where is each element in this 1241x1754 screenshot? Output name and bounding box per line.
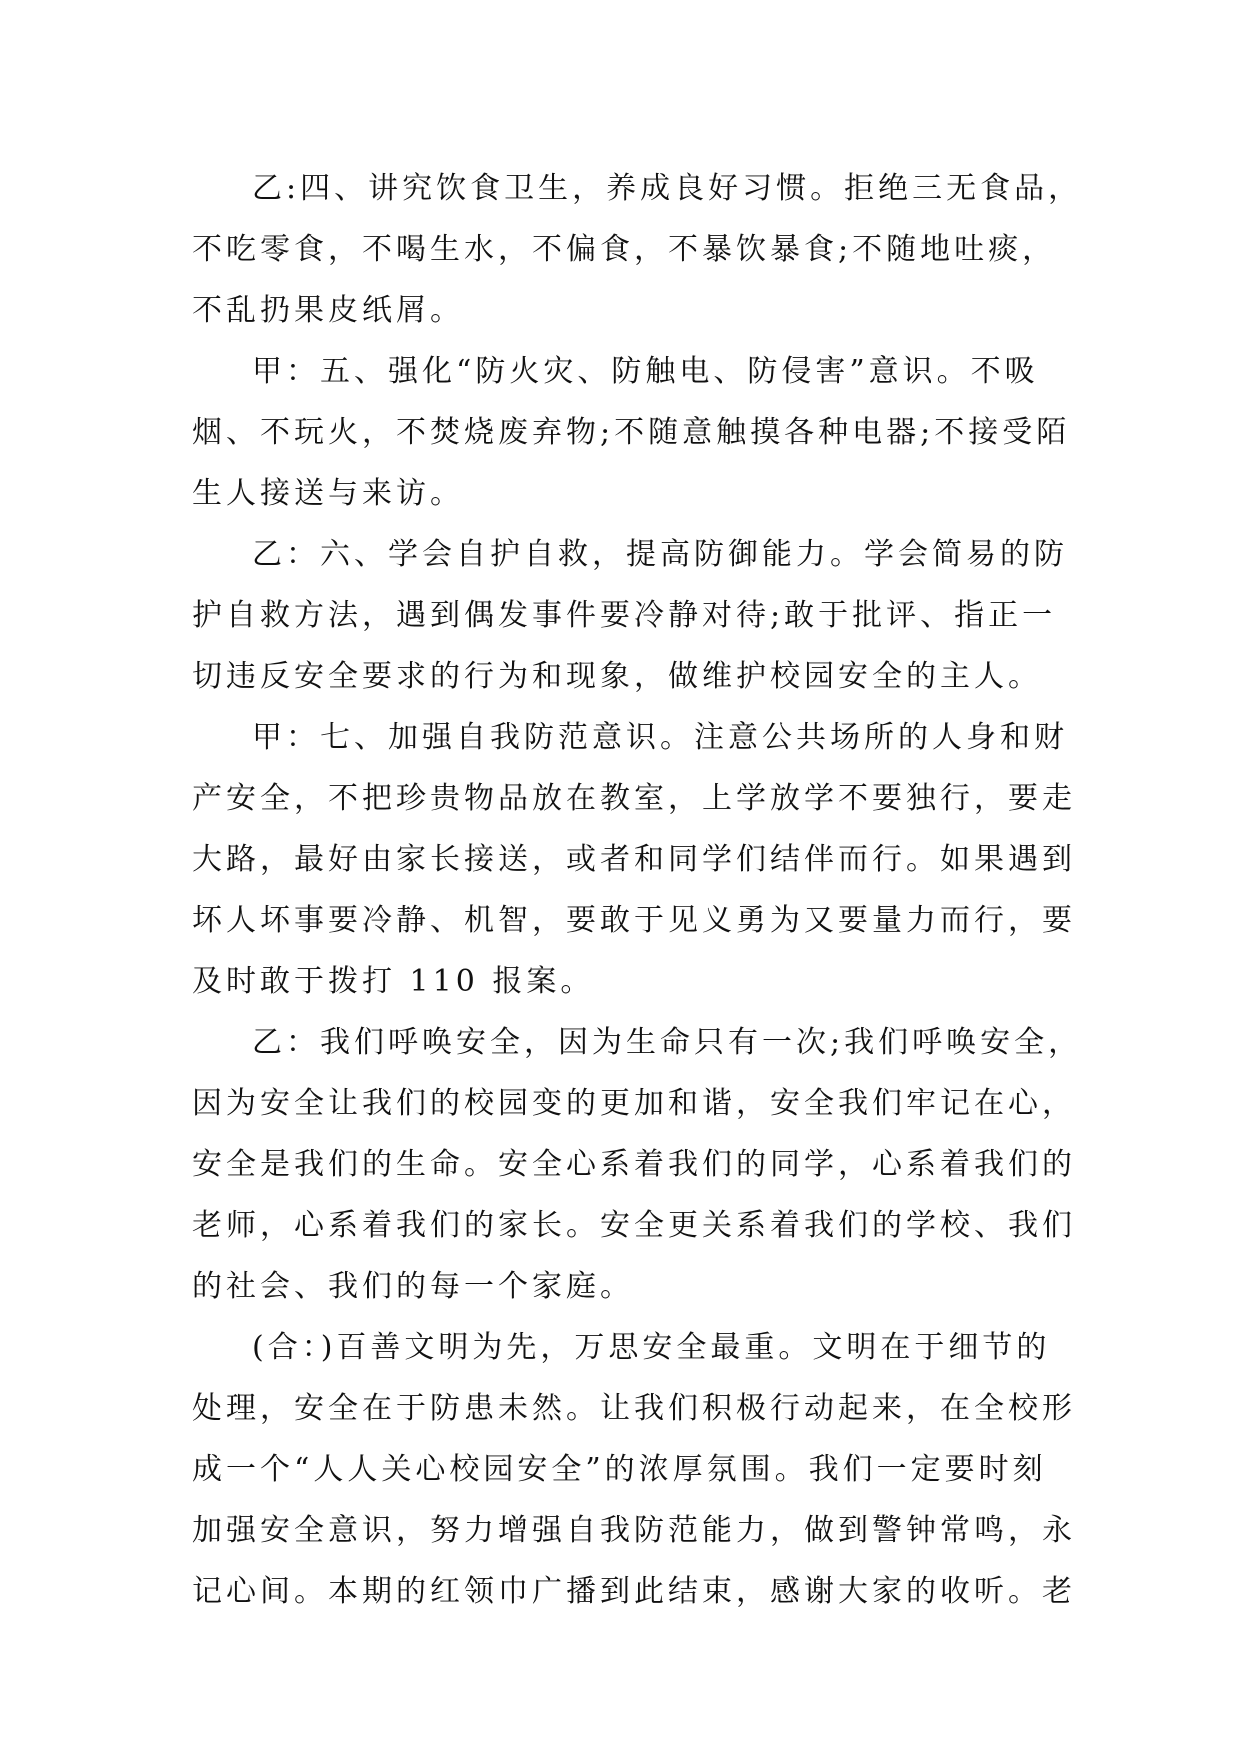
text-line: 产安全，不把珍贵物品放在教室，上学放学不要独行，要走	[192, 781, 1076, 816]
text-line: 护自救方法，遇到偶发事件要冷静对待;敢于批评、指正一	[192, 598, 1057, 633]
text-line: 烟、不玩火，不焚烧废弃物;不随意触摸各种电器;不接受陌	[192, 415, 1071, 450]
text-line: 不吃零食，不喝生水，不偏食，不暴饮暴食;不随地吐痰，	[192, 232, 1057, 267]
paragraph-call-for-safety	[192, 1012, 1090, 1317]
text-line: 甲：七、加强自我防范意识。注意公共场所的人身和财	[252, 720, 1068, 755]
text-line: 切违反安全要求的行为和现象，做维护校园安全的主人。	[192, 659, 1042, 694]
text-line: 坏人坏事要冷静、机智，要敢于见义勇为又要量力而行，要	[192, 903, 1076, 938]
text-line: 的社会、我们的每一个家庭。	[192, 1269, 634, 1304]
text-line: 乙:四、讲究饮食卫生，养成良好习惯。拒绝三无食品，	[252, 171, 1083, 206]
paragraph-hygiene	[192, 158, 1090, 341]
text-line: 乙：我们呼唤安全，因为生命只有一次;我们呼唤安全，	[252, 1025, 1083, 1060]
text-line: 大路，最好由家长接送，或者和同学们结伴而行。如果遇到	[192, 842, 1076, 877]
paragraph-closing	[192, 1317, 1090, 1622]
text-line: 安全是我们的生命。安全心系着我们的同学，心系着我们的	[192, 1147, 1076, 1182]
text-line: 及时敢于拨打 110 报案。	[192, 964, 595, 999]
document-body	[192, 158, 1090, 1622]
text-line: 因为安全让我们的校园变的更加和谐，安全我们牢记在心，	[192, 1086, 1076, 1121]
text-line: 处理，安全在于防患未然。让我们积极行动起来，在全校形	[192, 1391, 1076, 1426]
text-line: 甲：五、强化“防火灾、防触电、防侵害”意识。不吸	[252, 354, 1039, 389]
text-line: 加强安全意识，努力增强自我防范能力，做到警钟常鸣，永	[192, 1513, 1076, 1548]
text-line: 老师，心系着我们的家长。安全更关系着我们的学校、我们	[192, 1208, 1076, 1243]
text-line: 记心间。本期的红领巾广播到此结束，感谢大家的收听。老	[192, 1574, 1076, 1609]
paragraph-self-rescue	[192, 524, 1090, 707]
text-line: 成一个“人人关心校园安全”的浓厚氛围。我们一定要时刻	[192, 1452, 1047, 1487]
text-line: 不乱扔果皮纸屑。	[192, 293, 464, 328]
paragraph-fire-safety	[192, 341, 1090, 524]
text-line: 乙：六、学会自护自救，提高防御能力。学会简易的防	[252, 537, 1068, 572]
text-line: (合：)百善文明为先，万思安全最重。文明在于细节的	[252, 1330, 1051, 1365]
text-line: 生人接送与来访。	[192, 476, 464, 511]
paragraph-self-protection	[192, 707, 1090, 1012]
